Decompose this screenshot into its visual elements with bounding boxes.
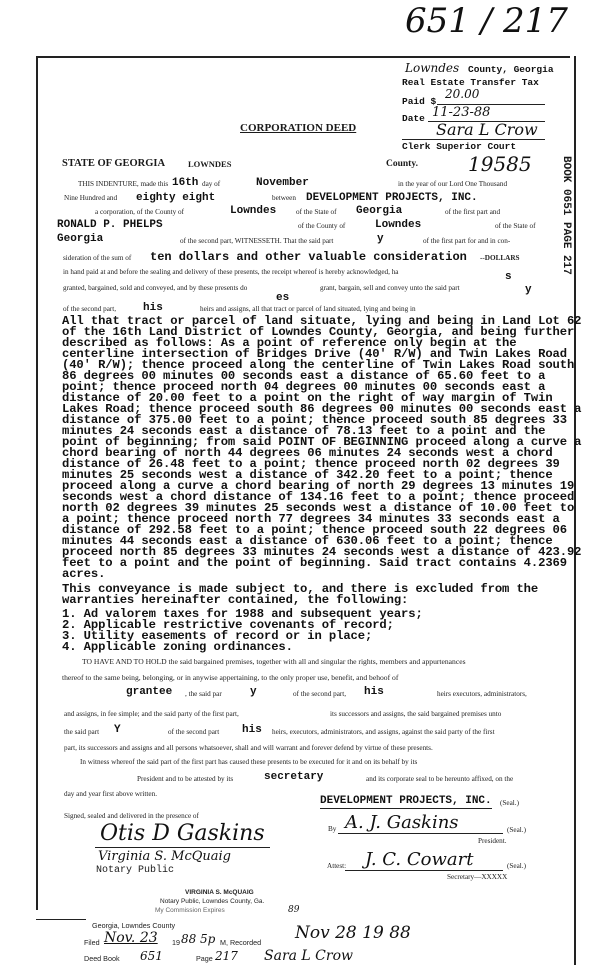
legal-description-line: Lakes Road; thence proceed south 86 degrees 00 minutes 00 seconds east a <box>62 402 582 416</box>
exception-item: 3. Utility easements of record or in place; <box>62 629 373 643</box>
grantor-name: DEVELOPMENT PROJECTS, INC. <box>306 192 478 204</box>
stamp-date-label: Date <box>402 113 425 124</box>
legal-description-line: minutes 44 seconds east a distance of 630.06 feet to a point; thence <box>62 534 553 548</box>
consideration-amount: ten dollars and other valuable consideration <box>150 250 467 264</box>
attest-label: Attest: <box>327 862 347 870</box>
by-label: By <box>328 825 337 833</box>
county-label: County. <box>386 159 418 169</box>
his-2: his <box>364 686 384 698</box>
book-page-margin: BOOK 0651 PAGE 217 <box>560 156 572 275</box>
legal-description-line: chord bearing of north 44 degrees 06 minutes 24 seconds west a chord <box>62 446 553 460</box>
legal-description-line: feet to a point and the point of beginning. Said tract contains 4.2369 <box>62 556 567 570</box>
seal-2: (Seal.) <box>507 826 526 834</box>
filed-label: Filed <box>84 938 100 947</box>
legal-description-line: 86 degrees 00 minutes 00 seconds east a distance of 65.60 feet to a <box>62 369 546 383</box>
habendum-line-5b: heirs, executors, administrators, and assigns, against the said party of the first <box>272 728 495 736</box>
deed-book: 651 <box>140 949 163 963</box>
exception-item: 1. Ad valorem taxes for 1988 and subsequent years; <box>62 607 423 621</box>
filed-date: Nov. 23 <box>104 930 158 946</box>
state-of-label: of the State of <box>296 208 337 216</box>
legal-description-line: All that tract or parcel of land situate, lying and being in Land Lot 62 <box>62 314 582 328</box>
document-number: 19585 <box>468 152 532 176</box>
signature-company: DEVELOPMENT PROJECTS, INC. <box>320 795 492 807</box>
border-left <box>36 56 38 910</box>
day-year-label: day and year first above written. <box>64 790 158 798</box>
indenture-label: THIS INDENTURE, made this <box>78 180 169 188</box>
recorded-label: M, Recorded <box>220 938 262 947</box>
legal-description-line: minutes 24 seconds east a distance of 78.13 feet to a point and the <box>62 424 546 438</box>
legal-description-line: centerline intersection of Bridges Drive (40' R/W) and Twin Lakes Road <box>62 347 567 361</box>
president-title: President. <box>478 837 507 845</box>
grantor-state: Georgia <box>356 205 403 217</box>
habendum-line-1: TO HAVE AND TO HOLD the said bargained premises, together with all and singular the rights, members and appurtenances <box>82 657 466 666</box>
legal-description-line: proceed along a curve a chord bearing of north 29 degrees 13 minutes 19 <box>62 479 575 493</box>
witnesseth-label: of the second part, WITNESSETH. That the said part <box>180 237 334 245</box>
legal-description-line: point; thence proceed north 04 degrees 00 minutes 00 seconds east a <box>62 380 546 394</box>
legal-description-line: distance of 292.58 feet to a point; thence proceed south 22 degrees 06 <box>62 523 567 537</box>
in-hand-clause: in hand paid at and before the sealing and delivery of these presents, the receipt whereof is hereby acknowledged, ha <box>63 268 399 276</box>
page-label: Page <box>196 954 213 963</box>
filed-year: 88 <box>181 932 197 946</box>
heirs-label: heirs executors, administrators, <box>437 690 527 698</box>
legal-description-line: minutes 25 seconds west a distance of 342.20 feet to a point; thence <box>62 468 553 482</box>
witness-signature: Otis D Gaskins <box>100 821 265 846</box>
attester: secretary <box>264 771 324 783</box>
stamp-county-label: County, Georgia <box>468 64 554 75</box>
deed-day: 16th <box>172 177 199 189</box>
first-part-for-label: of the first part for and in con- <box>423 237 511 245</box>
border-right <box>574 56 576 965</box>
seal-label: and its corporate seal to be hereunto affixed, on the <box>366 775 514 783</box>
stamp-clerk-signature: Sara L Crow <box>436 120 538 139</box>
filing-clerk-signature: Sara L Crow <box>264 948 353 964</box>
president-signature: A. J. Gaskins <box>345 812 459 833</box>
grantee-name: RONALD P. PHELPS <box>57 219 163 231</box>
seal-3: (Seal.) <box>507 862 526 870</box>
border-top <box>36 56 570 58</box>
par-y: y <box>250 686 257 698</box>
exception-item: 4. Applicable zoning ordinances. <box>62 640 293 654</box>
year-label: in the year of our Lord One Thousand <box>398 180 508 188</box>
grant-bargain-clause: grant, bargain, sell and convey unto the said part <box>320 284 460 292</box>
dollars-label: --DOLLARS <box>480 254 520 262</box>
secretary-line <box>345 870 503 871</box>
legal-description-line: a point; thence proceed north 77 degrees 34 minutes 33 seconds east a <box>62 512 560 526</box>
legal-description-line: proceed north 85 degrees 33 minutes 24 seconds west a distance of 423.92 <box>62 545 582 559</box>
grantee-word: grantee <box>126 686 173 698</box>
habendum-line-4b: its successors and assigns, the said bargained premises unto <box>330 710 502 718</box>
part-y: y <box>377 233 384 245</box>
nine-hundred-label: Nine Hundred and <box>64 194 118 202</box>
stamp-line2: Real Estate Transfer Tax <box>402 77 539 88</box>
has-s: s <box>505 271 512 283</box>
habendum-line-2: thereof to the same being, belonging, or in anywise appertaining, to the only proper use, benefit, and behoof of <box>62 673 399 682</box>
filed-year-prefix: 19 <box>172 938 180 947</box>
county-name: LOWNDES <box>188 159 232 169</box>
exceptions-intro-line: This conveyance is made subject to, and there is excluded from the <box>62 582 539 596</box>
day-of-label: day of <box>202 180 221 188</box>
heirs-assigns-clause: heirs and assigns, all that tract or parcel of land situated, lying and being in <box>200 305 416 313</box>
stamp-paid-label: Paid $ <box>402 96 437 107</box>
stamp-date-value: 11-23-88 <box>432 105 491 120</box>
exceptions-intro-line: warranties hereinafter contained, the following: <box>62 593 409 607</box>
between-label: between <box>272 194 296 202</box>
his-3: his <box>242 724 262 736</box>
stamp-rule <box>402 139 545 140</box>
president-line <box>338 833 503 834</box>
legal-description-line: distance of 20.00 feet to a point on the right of way margin of Twin <box>62 391 553 405</box>
of-second-part: of the second part <box>168 728 220 736</box>
habendum-line-4a: and assigns, in fee simple; and the said party of the first part, <box>64 710 239 718</box>
county-of-label: of the County of <box>298 222 346 230</box>
deed-page: 217 <box>215 949 238 963</box>
notary-signature: Virginia S. McQuaig <box>98 849 231 864</box>
legal-description-line: north 02 degrees 39 minutes 25 seconds west a distance of 10.00 feet to <box>62 501 575 515</box>
corporation-label: a corporation, of the County of <box>95 208 185 216</box>
legal-description-line: point of beginning; from said POINT OF BEGINNING proceed along a curve a <box>62 435 582 449</box>
consideration-label: sideration of the sum of <box>63 254 132 262</box>
legal-description-line: distance of 26.48 feet to a point; thence proceed north 02 degrees 39 <box>62 457 560 471</box>
does-es: es <box>276 292 290 304</box>
president-label: President and to be attested by its <box>137 775 234 783</box>
legal-description-line: acres. <box>62 567 106 581</box>
state-heading: STATE OF GEORGIA <box>62 158 166 169</box>
document-title: CORPORATION DEED <box>240 122 357 134</box>
notary-stamp-commission: My Commission Expires <box>155 907 225 914</box>
border-bottom <box>36 919 86 920</box>
grantee-state: Georgia <box>57 233 104 245</box>
part-y-2: y <box>525 284 532 296</box>
deed-month: November <box>256 177 309 189</box>
his: his <box>143 302 163 314</box>
notary-stamp-county: Notary Public, Lowndes County, Ga. <box>160 898 265 905</box>
habendum-line-6: part, its successors and assigns and all persons whatsoever, shall and will warrant and forever defend by virtue of these presents. <box>64 744 433 752</box>
part-Y: Y <box>114 724 121 736</box>
notary-public-label: Notary Public <box>96 865 175 876</box>
first-part-label: of the first part and <box>445 208 501 216</box>
granted-clause: granted, bargained, sold and conveyed, and by these presents do <box>63 284 248 292</box>
said-par: , the said par <box>185 690 222 698</box>
legal-description-line: described as follows: As a point of reference only begin at the <box>62 336 517 350</box>
grantee-county: Lowndes <box>375 219 422 231</box>
seal-1: (Seal.) <box>500 799 519 807</box>
stamp-paid-value: 20.00 <box>445 87 480 101</box>
company-line <box>320 808 492 809</box>
exception-item: 2. Applicable restrictive covenants of record; <box>62 618 394 632</box>
filed-time: 5p <box>200 932 216 946</box>
handwritten-book-page: 651 / 217 <box>405 1 568 41</box>
recorded-date: Nov 28 19 88 <box>295 923 411 943</box>
legal-description-line: seconds west a chord distance of 134.16 feet to a point; thence proceed <box>62 490 575 504</box>
deed-book-label: Deed Book <box>84 954 120 963</box>
legal-description-line: of the 16th Land District of Lowndes County, Georgia, and being further <box>62 325 575 339</box>
secretary-title: Secretary—XXXXX <box>447 873 508 881</box>
second-part: of the second part, <box>293 690 347 698</box>
legal-description-line: distance of 375.00 feet to a point; thence proceed south 85 degrees 33 <box>62 413 567 427</box>
state-of-label-2: of the State of <box>495 222 536 230</box>
habendum-line-7: In witness whereof the said part of the first part has caused these presents to be executed for it and on its behalf by its <box>80 758 418 766</box>
year-words: eighty eight <box>136 192 216 204</box>
notary-stamp-year: 89 <box>288 905 300 915</box>
filing-county: Georgia, Lowndes County <box>92 921 176 930</box>
legal-description-line: (40' R/W); thence proceed along the centerline of Twin Lakes Road south <box>62 358 575 372</box>
secretary-signature: J. C. Cowart <box>365 849 474 870</box>
signed-sealed-label: Signed, sealed and delivered in the presence of <box>64 812 199 820</box>
stamp-county: Lowndes <box>405 61 460 75</box>
second-part-label: of the second part, <box>63 305 117 313</box>
grantor-county: Lowndes <box>230 205 277 217</box>
witness-line <box>95 847 270 848</box>
said-part: the said part <box>64 728 100 736</box>
stamp-clerk-label: Clerk Superior Court <box>402 141 517 152</box>
notary-stamp-name: VIRGINIA S. McQUAIG <box>185 889 254 896</box>
